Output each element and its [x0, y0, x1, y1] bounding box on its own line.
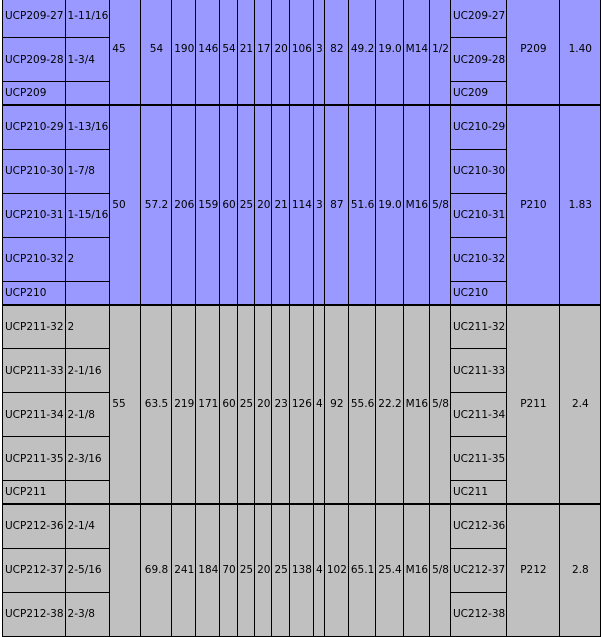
part-number: UCP211-35	[3, 437, 66, 481]
part-number: UCP210	[3, 281, 66, 305]
dim-n1: 20	[255, 504, 272, 636]
dim-b: 65.1	[348, 504, 375, 636]
insert-number: UC210	[450, 281, 506, 305]
insert-number: UC212-37	[450, 548, 506, 592]
shaft-mm: 50	[110, 105, 140, 305]
part-number: UCP212-37	[3, 548, 66, 592]
bolt-mm: M16	[403, 105, 429, 305]
group-ucp211	[3, 305, 601, 505]
insert-number: UC209-27	[450, 0, 506, 38]
weight: 1.40	[559, 0, 600, 105]
dim-h1: 20	[272, 0, 289, 105]
bore-inch: 1-15/16	[65, 193, 110, 237]
housing-number: P211	[507, 305, 559, 505]
bore-inch	[65, 481, 110, 505]
bore-inch: 2-3/8	[65, 592, 110, 636]
insert-number: UC210-29	[450, 105, 506, 149]
part-number: UCP210-29	[3, 105, 66, 149]
dim-s: 22.2	[376, 305, 403, 505]
dim-x: 4	[313, 504, 324, 636]
shaft-mm	[110, 504, 140, 636]
insert-number: UC212-36	[450, 504, 506, 548]
dim-n: 25	[237, 504, 254, 636]
dim-j: 171	[196, 305, 220, 505]
dim-j: 184	[196, 504, 220, 636]
bolt-inch: 5/8	[430, 504, 451, 636]
dim-s: 25.4	[376, 504, 403, 636]
insert-number: UC211-32	[450, 305, 506, 349]
dim-n: 25	[237, 105, 254, 305]
dim-n1: 20	[255, 305, 272, 505]
insert-number: UC210-31	[450, 193, 506, 237]
bolt-mm: M14	[403, 0, 429, 105]
dim-a: 70	[220, 504, 237, 636]
insert-number: UC210-32	[450, 237, 506, 281]
dim-j: 146	[196, 0, 220, 105]
dim-x: 3	[313, 105, 324, 305]
part-number: UCP209-27	[3, 0, 66, 38]
part-number: UCP209-28	[3, 38, 66, 82]
bore-inch: 2-5/16	[65, 548, 110, 592]
bolt-inch: 5/8	[430, 305, 451, 505]
dim-l: 206	[172, 105, 196, 305]
part-number: UCP210-32	[3, 237, 66, 281]
dim-j: 159	[196, 105, 220, 305]
dim-h1: 21	[272, 105, 289, 305]
insert-number: UC211-35	[450, 437, 506, 481]
weight: 2.4	[559, 305, 600, 505]
dim-b: 49.2	[348, 0, 375, 105]
weight: 2.8	[559, 504, 600, 636]
part-number: UCP212-38	[3, 592, 66, 636]
bore-inch: 2-1/8	[65, 393, 110, 437]
insert-number: UC209-28	[450, 38, 506, 82]
part-number: UCP210-31	[3, 193, 66, 237]
dim-h: 63.5	[140, 305, 172, 505]
dim-h: 57.2	[140, 105, 172, 305]
dim-b: 51.6	[348, 105, 375, 305]
dim-h2: 126	[289, 305, 313, 505]
dim-n: 21	[237, 0, 254, 105]
bore-inch: 2-1/4	[65, 504, 110, 548]
weight: 1.83	[559, 105, 600, 305]
dim-a: 60	[220, 305, 237, 505]
dim-l1: 82	[324, 0, 348, 105]
bore-inch: 2-1/16	[65, 349, 110, 393]
bolt-mm: M16	[403, 504, 429, 636]
bolt-inch: 5/8	[430, 105, 451, 305]
dim-a: 54	[220, 0, 237, 105]
dim-h2: 106	[289, 0, 313, 105]
housing-number: P209	[507, 0, 559, 105]
dim-l: 219	[172, 305, 196, 505]
part-number: UCP212-36	[3, 504, 66, 548]
dim-h1: 25	[272, 504, 289, 636]
dim-h: 54	[140, 0, 172, 105]
dim-h1: 23	[272, 305, 289, 505]
insert-number: UC211-34	[450, 393, 506, 437]
bore-inch: 2-3/16	[65, 437, 110, 481]
group-ucp210	[3, 105, 601, 305]
dim-l: 190	[172, 0, 196, 105]
dim-l1: 92	[324, 305, 348, 505]
shaft-mm: 55	[110, 305, 140, 505]
bolt-mm: M16	[403, 305, 429, 505]
bore-inch: 1-11/16	[65, 0, 110, 38]
dim-x: 3	[313, 0, 324, 105]
group-ucp209	[3, 0, 601, 105]
dim-s: 19.0	[376, 105, 403, 305]
part-number: UCP211	[3, 481, 66, 505]
dim-l1: 87	[324, 105, 348, 305]
dim-h2: 138	[289, 504, 313, 636]
insert-number: UC210-30	[450, 149, 506, 193]
part-number: UCP209	[3, 82, 66, 106]
dim-l1: 102	[324, 504, 348, 636]
part-number: UCP211-32	[3, 305, 66, 349]
housing-number: P212	[507, 504, 559, 636]
dim-n1: 17	[255, 0, 272, 105]
group-ucp212	[3, 504, 601, 636]
dim-n1: 20	[255, 105, 272, 305]
dim-s: 19.0	[376, 0, 403, 105]
dim-x: 4	[313, 305, 324, 505]
shaft-mm: 45	[110, 0, 140, 105]
dim-a: 60	[220, 105, 237, 305]
bolt-inch: 1/2	[430, 0, 451, 105]
bore-inch: 1-3/4	[65, 38, 110, 82]
bearing-spec-table-wrapper	[2, 0, 601, 637]
insert-number: UC212-38	[450, 592, 506, 636]
dim-h: 69.8	[140, 504, 172, 636]
insert-number: UC209	[450, 82, 506, 106]
dim-n: 25	[237, 305, 254, 505]
part-number: UCP210-30	[3, 149, 66, 193]
insert-number: UC211	[450, 481, 506, 505]
part-number: UCP211-33	[3, 349, 66, 393]
insert-number: UC211-33	[450, 349, 506, 393]
part-number: UCP211-34	[3, 393, 66, 437]
bearing-spec-table	[2, 0, 601, 637]
bore-inch: 1-13/16	[65, 105, 110, 149]
dim-b: 55.6	[348, 305, 375, 505]
housing-number: P210	[507, 105, 559, 305]
bore-inch: 1-7/8	[65, 149, 110, 193]
bore-inch	[65, 281, 110, 305]
dim-l: 241	[172, 504, 196, 636]
dim-h2: 114	[289, 105, 313, 305]
bore-inch: 2	[65, 237, 110, 281]
bore-inch: 2	[65, 305, 110, 349]
bore-inch	[65, 82, 110, 106]
